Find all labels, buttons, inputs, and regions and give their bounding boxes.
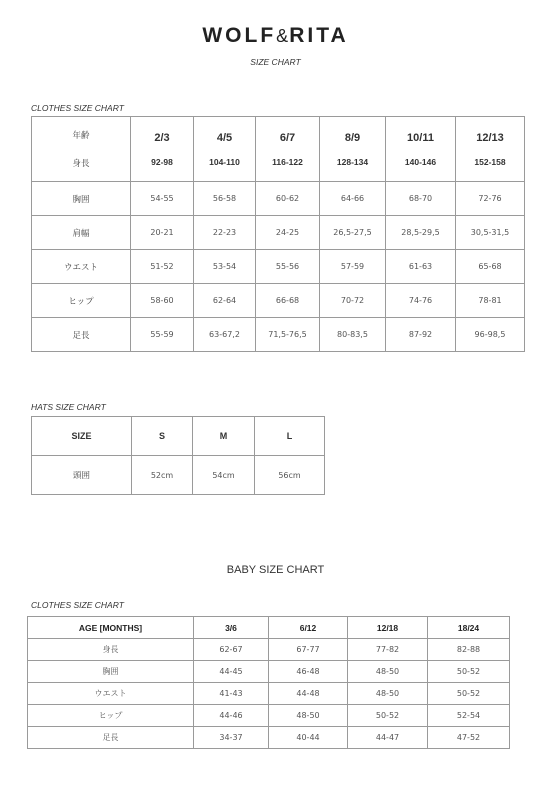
table-cell: 56-58 xyxy=(194,182,256,216)
table-cell: 54cm xyxy=(193,456,255,495)
table-cell: 70-72 xyxy=(320,284,386,318)
row-label: ウエスト xyxy=(32,250,131,284)
column-header: 12/18 xyxy=(348,617,428,639)
table-cell: 62-64 xyxy=(194,284,256,318)
row-label: 足長 xyxy=(32,318,131,352)
table-header-row xyxy=(28,617,510,639)
size-header: M xyxy=(193,417,255,456)
table-row xyxy=(28,727,510,749)
row-label: ヒップ xyxy=(32,284,131,318)
row-label: 胸囲 xyxy=(28,661,194,683)
height-value: 152-158 xyxy=(474,156,506,167)
table-cell: 62-67 xyxy=(194,639,269,661)
table-cell: 54-55 xyxy=(131,182,194,216)
table-cell: 24-25 xyxy=(256,216,320,250)
height-value: 116-122 xyxy=(272,156,303,167)
table-row xyxy=(28,639,510,661)
column-header: 3/6 xyxy=(194,617,269,639)
size-column-header xyxy=(320,117,386,182)
table-cell: 67-77 xyxy=(269,639,348,661)
height-value: 140-146 xyxy=(404,156,437,167)
hats-chart-label: HATS SIZE CHART xyxy=(31,402,106,412)
table-cell: 71,5-76,5 xyxy=(256,318,320,352)
clothes-size-table xyxy=(31,116,525,352)
table-cell: 96-98,5 xyxy=(456,318,525,352)
table-row xyxy=(28,661,510,683)
table-cell: 74-76 xyxy=(386,284,456,318)
height-label: 身長 xyxy=(72,159,90,169)
row-label: 足長 xyxy=(28,727,194,749)
table-cell: 77-82 xyxy=(348,639,428,661)
table-cell: 56cm xyxy=(255,456,325,495)
baby-size-table xyxy=(27,616,510,749)
size-header: S xyxy=(132,417,193,456)
table-cell: 80-83,5 xyxy=(320,318,386,352)
row-label: 身長 xyxy=(28,639,194,661)
table-cell: 55-59 xyxy=(131,318,194,352)
row-label: 肩幅 xyxy=(32,216,131,250)
clothes-chart-label: CLOTHES SIZE CHART xyxy=(31,103,124,113)
size-value: 10/11 xyxy=(407,131,434,144)
table-cell: 44-45 xyxy=(194,661,269,683)
table-cell: 47-52 xyxy=(428,727,510,749)
row-label: ウエスト xyxy=(28,683,194,705)
height-value: 104-110 xyxy=(209,156,240,167)
table-row xyxy=(32,284,525,318)
size-value: 6/7 xyxy=(279,131,296,144)
table-row xyxy=(32,318,525,352)
age-label: 年齢 xyxy=(72,131,90,141)
row-label: ヒップ xyxy=(28,705,194,727)
row-label: 胸囲 xyxy=(32,182,131,216)
size-value: 2/3 xyxy=(154,131,170,144)
size-column-header xyxy=(131,117,194,182)
size-header: L xyxy=(255,417,325,456)
table-cell: 52-54 xyxy=(428,705,510,727)
header-label-cell xyxy=(32,117,131,182)
table-cell: 34-37 xyxy=(194,727,269,749)
table-cell: 66-68 xyxy=(256,284,320,318)
row-label: 頭囲 xyxy=(32,456,132,495)
table-cell: 26,5-27,5 xyxy=(320,216,386,250)
table-cell: 41-43 xyxy=(194,683,269,705)
table-cell: 65-68 xyxy=(456,250,525,284)
table-cell: 46-48 xyxy=(269,661,348,683)
table-cell: 64-66 xyxy=(320,182,386,216)
brand-part-1: WOLF xyxy=(202,24,277,47)
table-row xyxy=(32,182,525,216)
table-cell: 58-60 xyxy=(131,284,194,318)
table-cell: 44-46 xyxy=(194,705,269,727)
table-cell: 40-44 xyxy=(269,727,348,749)
table-row xyxy=(28,705,510,727)
table-cell: 48-50 xyxy=(348,661,428,683)
table-cell: 20-21 xyxy=(131,216,194,250)
size-column-header xyxy=(386,117,456,182)
table-cell: 30,5-31,5 xyxy=(456,216,525,250)
table-cell: 48-50 xyxy=(269,705,348,727)
table-cell: 68-70 xyxy=(386,182,456,216)
table-cell: 50-52 xyxy=(428,683,510,705)
hats-size-table xyxy=(31,416,325,495)
table-cell: 82-88 xyxy=(428,639,510,661)
table-cell: 48-50 xyxy=(348,683,428,705)
size-column-header xyxy=(194,117,256,182)
height-value: 92-98 xyxy=(151,156,173,167)
table-row xyxy=(32,456,325,495)
table-cell: 44-48 xyxy=(269,683,348,705)
table-cell: 61-63 xyxy=(386,250,456,284)
table-cell: 50-52 xyxy=(428,661,510,683)
brand-logo xyxy=(0,24,551,48)
size-column-header xyxy=(456,117,525,182)
table-cell: 50-52 xyxy=(348,705,428,727)
baby-clothes-chart-label: CLOTHES SIZE CHART xyxy=(31,600,124,610)
column-header: 6/12 xyxy=(269,617,348,639)
brand-part-2: RITA xyxy=(289,24,349,47)
height-value: 128-134 xyxy=(336,156,369,167)
table-header-row xyxy=(32,417,325,456)
table-cell: 52cm xyxy=(132,456,193,495)
table-cell: 28,5-29,5 xyxy=(386,216,456,250)
table-row xyxy=(28,683,510,705)
size-value: 4/5 xyxy=(216,131,233,144)
table-row xyxy=(32,216,525,250)
size-value: 8/9 xyxy=(344,131,361,144)
table-cell: 57-59 xyxy=(320,250,386,284)
size-column-header xyxy=(256,117,320,182)
table-cell: 78-81 xyxy=(456,284,525,318)
table-cell: 55-56 xyxy=(256,250,320,284)
table-cell: 87-92 xyxy=(386,318,456,352)
table-cell: 51-52 xyxy=(131,250,194,284)
table-cell: 44-47 xyxy=(348,727,428,749)
table-cell: 72-76 xyxy=(456,182,525,216)
table-cell: 63-67,2 xyxy=(194,318,256,352)
size-value: 12/13 xyxy=(476,131,504,144)
table-cell: 60-62 xyxy=(256,182,320,216)
brand-ampersand: & xyxy=(276,26,290,46)
page-subtitle: SIZE CHART xyxy=(250,57,301,67)
table-cell: 22-23 xyxy=(194,216,256,250)
table-cell: 53-54 xyxy=(194,250,256,284)
baby-size-chart-title: BABY SIZE CHART xyxy=(226,564,325,576)
size-header: SIZE xyxy=(32,417,132,456)
column-header: AGE [MONTHS] xyxy=(28,617,194,639)
table-row xyxy=(32,250,525,284)
column-header: 18/24 xyxy=(428,617,510,639)
